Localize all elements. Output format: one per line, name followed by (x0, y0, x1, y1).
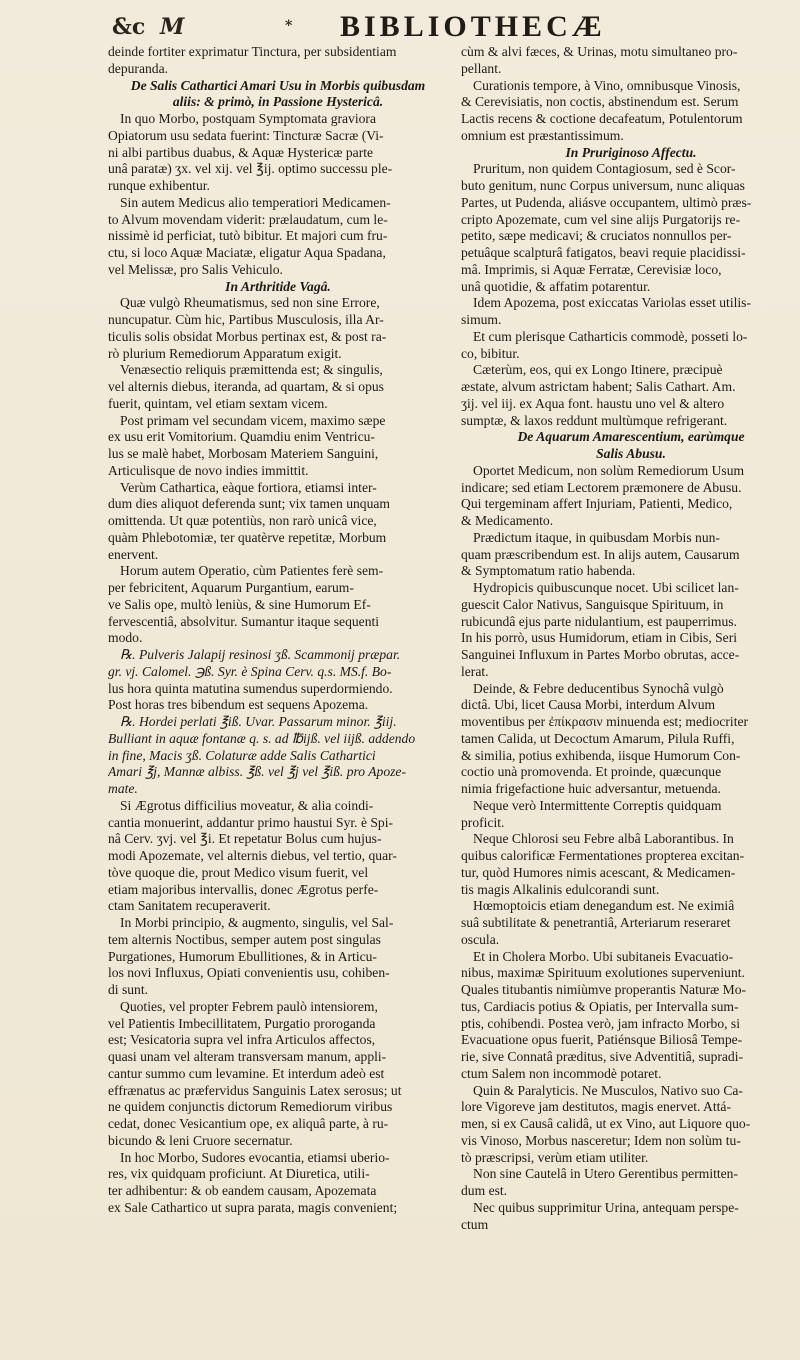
text-line: cùm & alvi fæces, & Urinas, motu simultaneo pro- (461, 44, 738, 59)
text-line: di sunt. (108, 982, 149, 997)
text-line: In Morbi principio, & augmento, singulis, vel Sal- (120, 915, 394, 930)
text-line: Horum autem Operatio, cùm Patientes ferè sem- (120, 563, 384, 579)
text-line: & Symptomatum ratio habenda. (461, 563, 636, 579)
text-line: ptis, cohibendi. Postea verò, jam infracto Morbo, si (461, 1015, 740, 1031)
text-line: Et in Cholera Morbo. Ubi subitaneis Evacuatio- (473, 948, 734, 964)
text-line: cantia monuerint, addantur primo haustui Syr. è Spi- (108, 814, 394, 830)
text-line: buto genitum, nunc Corpus universum, nunc aliquas (461, 178, 745, 193)
text-line: vel Patientis Imbecillitatem, Purgatio proroganda (108, 1015, 376, 1031)
text-line: bicundo & leni Cruore secernatur. (108, 1132, 293, 1148)
section-heading: Salis Abusu. (596, 446, 666, 461)
text-line: omnium est præstantissimum. (461, 127, 624, 143)
text-line: co, bibitur. (461, 345, 520, 361)
text-line: Quoties, vel propter Febrem paulò intensiorem, (120, 998, 378, 1014)
text-line: Hydropicis quibuscunque nocet. Ubi scilicet lan- (473, 580, 739, 595)
text-line: cantur summo cum levamine. Et interdum adeò est (108, 1065, 385, 1081)
text-line: vel Melissæ, pro Salis Vehiculo. (108, 261, 283, 277)
text-line: modo. (108, 630, 143, 646)
text-line: Articulisque de novo indies immittit. (108, 462, 309, 478)
text-line: ℞. Pulveris Jalapij resinosi ʒß. Scammonij præpar. (120, 647, 401, 662)
text-line: ticulis solis obsidat Morbus pertinax est, & post ra- (108, 328, 387, 344)
text-line: deinde fortiter exprimatur Tinctura, per subsidentiam (108, 44, 397, 59)
text-line: cripto Apozemate, cum vel sine alijs Purgatorijs re- (461, 211, 741, 227)
text-line: coctio unà promovenda. Et proinde, quæcunque (461, 764, 722, 780)
text-line: rie, sive Connatâ præditus, sive Adventitiâ, supradi- (461, 1049, 744, 1064)
text-line: Idem Apozema, post exiccatas Variolas esset utilis- (473, 295, 751, 311)
text-line: simum. (461, 312, 502, 327)
text-line: Amari ℥j, Mannæ albiss. ℥ß. vel ℥j vel ℥iß. pro Apoze- (108, 764, 406, 780)
section-heading: In Arthritide Vagâ. (225, 278, 331, 294)
text-line: lus hora quinta matutina sumendus superdormiendo. (108, 680, 393, 696)
text-line: Verùm Cathartica, eàque fortiora, etiamsi inter- (120, 479, 377, 495)
text-line: Si Ægrotus difficilius moveatur, & alia coindi- (120, 797, 374, 813)
text-line: runque exhibentur. (108, 178, 210, 193)
text-line: Prædictum itaque, in quibusdam Morbis nun- (473, 529, 720, 545)
text-line: oscula. (461, 931, 500, 947)
text-line: tus, Cardiacis potius & Opiatis, per Intervalla sum- (461, 998, 739, 1014)
text-line: lerat. (461, 663, 489, 679)
text-line: unâ paratæ) ʒx. vel xij. vel ℥ij. optimo successu ple- (108, 161, 393, 177)
ornament-mid: M (160, 14, 185, 40)
text-line: Bulliant in aquæ fontanæ q. s. ad ℔ijß. vel iijß. addendo (108, 730, 416, 746)
text-line: Pruritum, non quidem Contagiosum, sed è Scor- (473, 161, 736, 177)
text-line: ctum Salem non incommodè potaret. (461, 1065, 662, 1081)
text-line: est; Vesicatoria supra vel infra Articulos affectos, (108, 1032, 376, 1048)
text-line: Quin & Paralyticis. Ne Musculos, Nativo suo Ca- (473, 1082, 743, 1098)
text-line: petito, sæpe medicavi; & cruciatos nonnullos per- (461, 228, 732, 244)
text-line: Sin autem Medicus alio temperatiori Medicamen- (120, 194, 391, 210)
text-line: nâ Cerv. ʒvj. vel ℥i. Et repetatur Bolus cum hujus- (108, 831, 382, 847)
text-line: tem alternis Noctibus, semper autem post singulas (108, 931, 381, 947)
text-line: fervescentiâ, absolvitur. Sumantur itaque sequenti (108, 613, 380, 629)
text-line: Oportet Medicum, non solùm Remediorum Usum (473, 462, 745, 478)
text-line: Lactis recens & coctione decafeatum, Potulentorum (461, 111, 743, 126)
text-line: res, vix quidquam proficiunt. At Diuretica, utili- (108, 1166, 370, 1182)
text-line: ctam Sanitatem recuperaverit. (108, 898, 271, 914)
text-line: cedat, donec Vesicantium ope, ex aliquâ parte, à ru- (108, 1116, 389, 1131)
text-line: nuncupatur. Cùm hic, Partibus Musculosis, illa Ar- (108, 312, 384, 327)
section-heading: De Aquarum Amarescentium, earùmque (517, 429, 745, 445)
text-line: Deinde, & Febre deducentibus Synochâ vulgò (473, 680, 724, 696)
text-line: ℞. Hordei perlati ℥iß. Uvar. Passarum minor. ℥iij. (120, 714, 397, 729)
text-line: petuâque scalpturâ fatigatos, beavi requie placidissi- (461, 245, 746, 260)
text-line: tis magis Alkalinis edulcorandi sunt. (461, 881, 660, 897)
text-line: ex Sale Cathartico ut supra parata, magis convenient; (108, 1199, 398, 1215)
text-line: unâ quotidie, & affatim potarentur. (461, 278, 651, 294)
text-line: dum dies aliquot deferenda sunt; vix tamen unquam (108, 496, 391, 512)
text-line: Evacuatione opus fuerit, Patiénsque Biliosâ Tempe- (461, 1032, 743, 1048)
text-line: ʒij. vel iij. ex Aqua font. haustu uno vel & altero (461, 395, 725, 411)
text-line: Curationis tempore, à Vino, omnibusque Vinosis, (473, 77, 741, 93)
text-line: los novi Influxus, Opiati convenientis usu, cohiben- (108, 965, 390, 981)
text-line: nissimè id perficiat, tutò bibitur. Et majori cum fru- (108, 228, 388, 244)
section-heading: De Salis Cathartici Amari Usu in Morbis quibusdam (130, 77, 426, 93)
text-line: quasi unam vel alteram transversam manum, appli- (108, 1049, 387, 1064)
text-line: proficit. (461, 814, 505, 830)
text-line: Nec quibus supprimitur Urina, antequam perspe- (473, 1199, 739, 1215)
text-line: ne quidem conjunctis dictorum Remediorum viribus (108, 1099, 393, 1115)
text-line: rubicundâ ejus parte nidulantium, est pauperrimus. (461, 613, 737, 629)
text-line: Sanguinei Influxum in Partes Morbo obrutas, acce- (461, 647, 740, 662)
text-line: vis Vinoso, Morbus nasceretur; Idem non solùm tu- (461, 1132, 741, 1148)
text-line: moventibus per ἐπίκρασιν minuenda est; mediocriter (461, 714, 749, 729)
text-line: Non sine Cautelâ in Utero Gerentibus permitten- (473, 1166, 739, 1182)
text-line: ctu, si loco Aquæ Maciatæ, eligatur Aqua Spadana, (108, 245, 386, 260)
text-line: suâ subtilitate & penetrantiâ, Arteriarum reseraret (461, 915, 731, 930)
text-line: to Alvum movendam viderit: prælaudatum, cum le- (108, 211, 388, 227)
text-line: æstate, alvum astrictam habent; Salis Cathart. Am. (461, 379, 736, 394)
text-line: tur, quòd Humores nimis acescant, & Medicamen- (461, 864, 736, 880)
right-column (461, 44, 800, 1233)
text-line: dum est. (461, 1183, 508, 1198)
text-line: mâ. Imprimis, si Aquæ Ferratæ, Cerevisiæ loco, (461, 261, 722, 277)
text-line: In quo Morbo, postquam Symptomata graviora (120, 111, 376, 126)
text-line: mate. (108, 781, 138, 796)
text-line: tò præscripsi, verùm etiam utiliter. (461, 1149, 649, 1165)
text-line: enervent. (108, 546, 159, 562)
ornament-left: &c (112, 14, 146, 40)
section-heading: aliis: & primò, in Passione Hystericâ. (172, 94, 384, 110)
text-line: etiam majoribus intervallis, donec Ægrotus perfe- (108, 881, 379, 897)
section-heading: In Pruriginoso Affectu. (565, 144, 697, 160)
text-line: nibus, maximæ Spirituum exolutiones superveniunt. (461, 965, 745, 981)
text-line: lore Vigoreve jam destitutos, magis enervet. Attá- (461, 1099, 731, 1115)
text-line: Opiatorum usu sedata fuerint: Tincturæ Sacræ (Vi- (108, 127, 384, 143)
text-line: Partes, ut Pudenda, aliásve occupantem, ultimò præs- (461, 194, 752, 210)
text-line: dictâ. Ubi, licet Causa Morbi, interdum Alvum (461, 697, 716, 713)
text-line: depuranda. (108, 60, 169, 76)
text-line: Quæ vulgò Rheumatismus, sed non sine Errore, (120, 295, 380, 311)
text-line: Hœmoptoicis etiam denegandum est. Ne eximiâ (473, 898, 735, 914)
text-line: pellant. (461, 60, 502, 76)
text-line: ni albi partibus duabus, & Aquæ Hystericæ parte (108, 144, 374, 160)
text-line: nimia frigefactione huic adversantur, metuenda. (461, 781, 721, 796)
text-line: Post primam vel secundam vicem, maximo sæpe (120, 412, 386, 428)
text-line: Cæterùm, eos, qui ex Longo Itinere, præcipuè (473, 362, 723, 378)
text-line: Neque Chlorosi seu Febre albâ Laborantibus. In (473, 831, 734, 847)
text-line: In his porrò, usus Humidorum, etiam in Cibis, Seri (461, 630, 738, 646)
text-line: modi Apozemate, vel alternis diebus, vel tertio, quar- (108, 848, 397, 863)
text-line: & Medicamento. (461, 513, 554, 528)
left-column (108, 44, 448, 1217)
text-line: Qui tergeminam affert Injuriam, Patienti, Medico, (461, 496, 733, 512)
text-line: per febricitent, Aquarum Purgantium, earum- (108, 580, 354, 595)
text-line: fuerit, quintam, vel etiam sextam vicem. (108, 395, 328, 411)
text-line: ve Salis ope, multò leniùs, & sine Humorum Ef- (108, 596, 371, 612)
text-line: ex usu erit Vomitorium. Quamdiu enim Ventricu- (108, 429, 375, 445)
text-line: & Cerevisiatis, non coctis, abstinendum est. Serum (461, 94, 739, 110)
text-line: Neque verò Intermittente Correptis quidquam (473, 797, 722, 813)
text-line: Post horas tres bibendum est sequens Apozema. (108, 697, 369, 713)
text-line: Et cum plerisque Catharticis commodè, posseti lo- (473, 328, 748, 344)
text-line: tòve quoque die, prout Medico visum fuerit, vel (108, 864, 369, 880)
running-title: BIBLIOTHECÆ (340, 10, 606, 43)
text-line: quibus calorificæ Fermentationes propterea excitan- (461, 848, 745, 863)
text-line: Purgationes, Humorum Ebullitiones, & in Articu- (108, 948, 377, 964)
text-line: sumptæ, & laxos reddunt multùmque refrigerant. (461, 412, 728, 428)
text-line: vel alternis diebus, iteranda, ad quartam, & si opus (108, 379, 384, 394)
text-line: quam præscribendum est. In alijs autem, Causarum (461, 546, 740, 562)
text-line: lus se malè habet, Morbosam Materiem Sanguini, (108, 446, 379, 461)
text-line: & similia, potius exhibenda, iisque Humorum Con- (461, 747, 741, 763)
text-line: omittenda. Ut quæ potentiùs, non rarò unicâ vice, (108, 513, 377, 528)
text-line: ter adhibentur: & ob eandem causam, Apozemata (108, 1183, 377, 1198)
text-line: indicare; sed etiam Lectorem præmonere de Abusu. (461, 479, 742, 495)
text-line: Venæsectio reliquis præmittenda est; & singulis, (120, 362, 383, 378)
text-line: tamen Calida, ut Decoctum Amarum, Pilula Ruffi, (461, 730, 735, 746)
text-line: effrænatus ac præfervidus Sanguinis Latex serosus; ut (108, 1082, 402, 1098)
text-line: ctum (461, 1216, 489, 1232)
text-line: quàm Phlebotomiæ, ter quatèrve repetitæ, Morbum (108, 529, 387, 545)
running-head (0, 8, 800, 46)
text-line: Quales titubantis nimiùmve properantis Naturæ Mo- (461, 982, 747, 997)
text-line: in fine, Macis ʒß. Colaturæ adde Salis Cathartici (108, 747, 376, 763)
ornament-small: * (285, 18, 293, 34)
text-line: rò plurium Remediorum Apparatum exigit. (108, 345, 342, 361)
text-line: In hoc Morbo, Sudores evocantia, etiamsi uberio- (120, 1149, 390, 1165)
text-line: guescit Calor Nativus, Sanguisque Spirituum, in (461, 596, 724, 612)
text-line: gr. vj. Calomel. ℈ß. Syr. è Spina Cerv. q.s. MS.f. Bo- (108, 663, 392, 679)
text-line: men, si ex Causâ calidâ, ut ex Vino, aut Liquore quo- (461, 1116, 751, 1131)
